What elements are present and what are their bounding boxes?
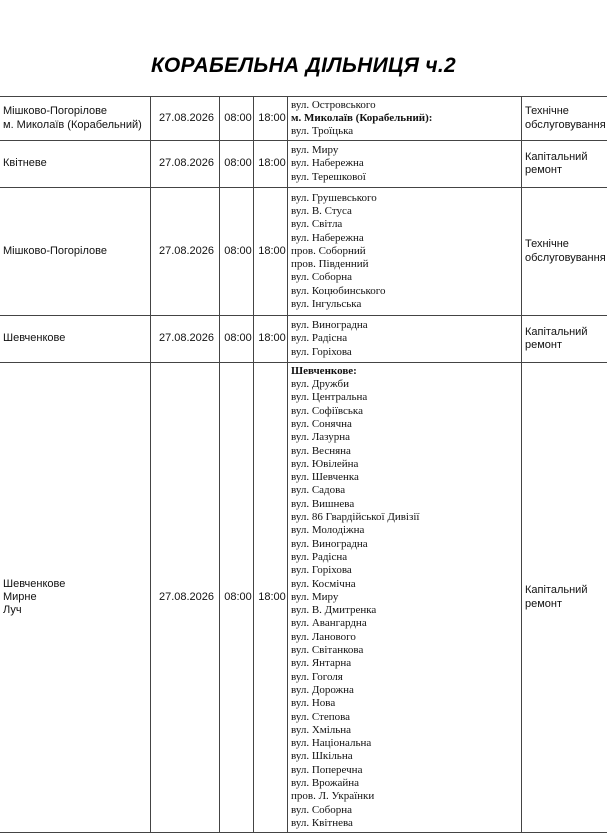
work-type-cell [522, 141, 607, 188]
street-name: вул. Дорожна [291, 684, 521, 697]
street-name: вул. Соборна [291, 804, 521, 817]
start-time-cell: 08:00 [220, 97, 254, 141]
street-name: вул. Шевченка [291, 471, 521, 484]
street-name: вул. Терешкової [291, 171, 521, 184]
street-name: вул. Ланового [291, 631, 521, 644]
work-type-text: ремонт [525, 339, 607, 352]
outage-schedule-table [0, 96, 607, 833]
end-time-cell: 18:00 [254, 141, 288, 188]
settlement-cell [0, 141, 151, 188]
work-type-cell [522, 316, 607, 363]
page-title: КОРАБЕЛЬНА ДІЛЬНИЦЯ ч.2 [0, 54, 607, 78]
work-type-cell [522, 188, 607, 316]
street-name: вул. Національна [291, 737, 521, 750]
street-name: вул. Виноградна [291, 538, 521, 551]
locality-subheading: Шевченкове: [291, 365, 521, 378]
work-type-text: Капітальний [525, 326, 607, 339]
work-type-text: обслуговування [525, 119, 607, 132]
street-name: вул. Сонячна [291, 418, 521, 431]
street-name: вул. Лазурна [291, 431, 521, 444]
street-name: вул. Набережна [291, 232, 521, 245]
street-name: вул. Янтарна [291, 657, 521, 670]
date-cell: 27.08.2026 [151, 316, 220, 363]
street-name: вул. Гоголя [291, 671, 521, 684]
street-name: вул. Виноградна [291, 319, 521, 332]
street-name: вул. Авангардна [291, 617, 521, 630]
street-name: вул. Світанкова [291, 644, 521, 657]
settlement-cell [0, 316, 151, 363]
streets-cell [288, 188, 522, 316]
locality-subheading: м. Миколаїв (Корабельний): [291, 112, 521, 125]
table-row [0, 316, 607, 363]
streets-cell [288, 316, 522, 363]
table-row [0, 363, 607, 833]
street-name: вул. Хмільна [291, 724, 521, 737]
table-body [0, 97, 607, 833]
end-time-cell: 18:00 [254, 188, 288, 316]
settlement-name: Мішково-Погорілове [3, 245, 150, 258]
street-name: вул. Світла [291, 218, 521, 231]
table-row [0, 188, 607, 316]
settlement-name: м. Миколаїв (Корабельний) [3, 119, 150, 132]
settlement-name: Шевченкове [3, 332, 150, 345]
work-type-cell [522, 363, 607, 833]
street-name: вул. Соборна [291, 271, 521, 284]
street-name: вул. Квітнева [291, 817, 521, 830]
settlement-cell [0, 188, 151, 316]
street-name: пров. Л. Українки [291, 790, 521, 803]
street-name: вул. Миру [291, 591, 521, 604]
street-name: вул. Центральна [291, 391, 521, 404]
street-name: вул. Радісна [291, 551, 521, 564]
settlement-name: Квітневе [3, 157, 150, 170]
street-name: вул. Радісна [291, 332, 521, 345]
street-name: вул. В. Стуса [291, 205, 521, 218]
street-name: вул. Ювілейна [291, 458, 521, 471]
start-time-cell: 08:00 [220, 363, 254, 833]
work-type-text: Технічне [525, 238, 607, 251]
street-name: вул. Весняна [291, 445, 521, 458]
start-time-cell: 08:00 [220, 188, 254, 316]
street-name: вул. Островського [291, 99, 521, 112]
date-cell: 27.08.2026 [151, 141, 220, 188]
street-name: вул. Миру [291, 144, 521, 157]
settlement-cell [0, 97, 151, 141]
end-time-cell: 18:00 [254, 97, 288, 141]
work-type-text: ремонт [525, 164, 607, 177]
street-name: вул. Інгульська [291, 298, 521, 311]
street-name: вул. Троїцька [291, 125, 521, 138]
street-name: вул. Степова [291, 711, 521, 724]
work-type-text: ремонт [525, 598, 607, 611]
end-time-cell: 18:00 [254, 316, 288, 363]
street-name: вул. Молодіжна [291, 524, 521, 537]
work-type-text: Капітальний [525, 151, 607, 164]
street-name: вул. Вишнева [291, 498, 521, 511]
street-name: вул. Горіхова [291, 564, 521, 577]
work-type-text: Капітальний [525, 584, 607, 597]
streets-cell [288, 363, 522, 833]
streets-cell [288, 97, 522, 141]
settlement-name: Луч [3, 604, 150, 617]
street-name: вул. Грушевського [291, 192, 521, 205]
date-cell: 27.08.2026 [151, 97, 220, 141]
start-time-cell: 08:00 [220, 141, 254, 188]
end-time-cell: 18:00 [254, 363, 288, 833]
street-name: вул. Поперечна [291, 764, 521, 777]
table-row [0, 97, 607, 141]
date-cell: 27.08.2026 [151, 188, 220, 316]
work-type-text: обслуговування [525, 252, 607, 265]
work-type-text: Технічне [525, 105, 607, 118]
street-name: вул. Шкільна [291, 750, 521, 763]
streets-cell [288, 141, 522, 188]
street-name: вул. Врожайна [291, 777, 521, 790]
street-name: пров. Південний [291, 258, 521, 271]
settlement-cell [0, 363, 151, 833]
street-name: вул. Набережна [291, 157, 521, 170]
date-cell: 27.08.2026 [151, 363, 220, 833]
work-type-cell [522, 97, 607, 141]
table-row [0, 141, 607, 188]
street-name: вул. Садова [291, 484, 521, 497]
street-name: вул. В. Дмитренка [291, 604, 521, 617]
start-time-cell: 08:00 [220, 316, 254, 363]
settlement-name: Мішково-Погорілове [3, 105, 150, 118]
street-name: вул. Коцюбинського [291, 285, 521, 298]
street-name: вул. Космічна [291, 578, 521, 591]
settlement-name: Шевченкове [3, 578, 150, 591]
street-name: вул. Нова [291, 697, 521, 710]
street-name: пров. Соборний [291, 245, 521, 258]
street-name: вул. Дружби [291, 378, 521, 391]
street-name: вул. Софіївська [291, 405, 521, 418]
street-name: вул. Горіхова [291, 346, 521, 359]
settlement-name: Мирне [3, 591, 150, 604]
street-name: вул. 86 Гвардійської Дивізії [291, 511, 521, 524]
